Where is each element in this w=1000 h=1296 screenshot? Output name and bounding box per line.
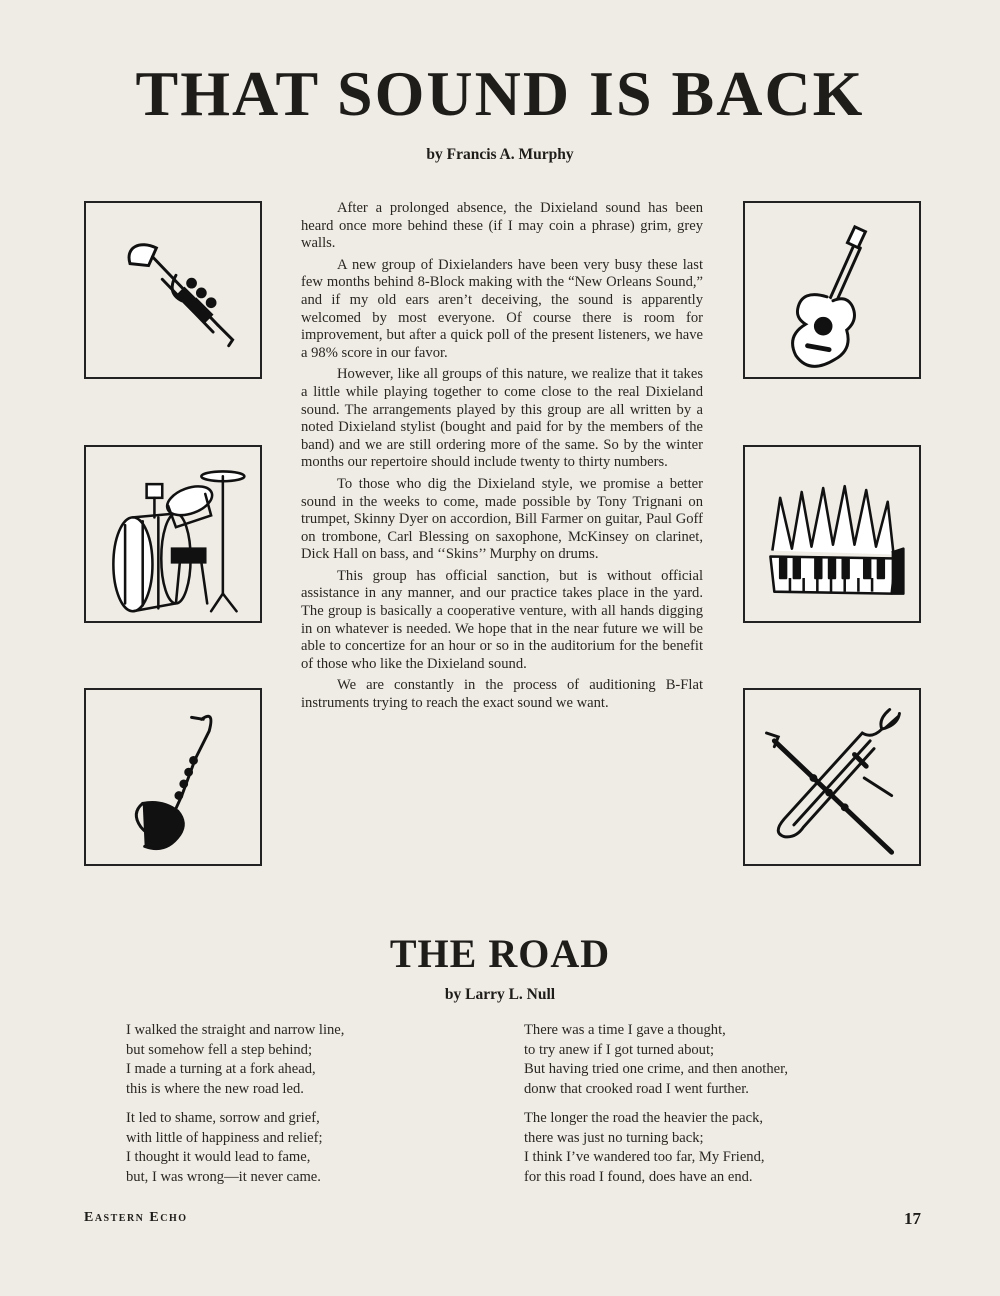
poem-line: I think I’ve wandered too far, My Friend, (524, 1149, 765, 1165)
poem-line: to try anew if I got turned about; (524, 1041, 715, 1058)
article-paragraph: To those who dig the Dixieland style, we promise a better sound in the weeks to come, made possible by Tony Trignani on trumpet, Skinny Dyer on accordion, Bill Farmer on guitar, Paul Goff on trombone, Carl Blessing on saxophone, McKinsey on clarinet, Dick Hall on bass, and ‘‘Skins’’ Murphy on drums. (301, 475, 703, 563)
saxophone-frame (84, 688, 262, 866)
poem-line: there was just no turning back; (524, 1129, 704, 1146)
article-body (301, 200, 703, 717)
poem-line: with little of happiness and relief; (126, 1129, 323, 1146)
accordion-frame (743, 445, 921, 623)
poem-stanza (524, 1021, 788, 1099)
trumpet-frame (84, 201, 262, 379)
poem-stanza (126, 1021, 344, 1099)
saxophone-icon (86, 690, 260, 864)
poem-line: but, I was wrong—it never came. (126, 1168, 321, 1185)
poem-column-left (126, 1021, 344, 1197)
drum-kit-icon (86, 447, 260, 621)
publication-name: Eastern Echo (84, 1210, 188, 1225)
poem-line: donw that crooked road I went further. (524, 1080, 749, 1097)
guitar-icon (745, 203, 919, 377)
guitar-frame (743, 201, 921, 379)
poem-byline: by Larry L. Null (444, 986, 556, 1003)
article-paragraph: This group has official sanction, but is without official assistance in any manner, and our practice takes place in the yard. The group is basically a cooperative venture, with all hands digging in on whatever is needed. We hope that in the near future we will be able to concertize for an hour or so in the auditorium for the benefit of those who like the Dixieland sound. (301, 567, 703, 672)
article-paragraph: After a prolonged absence, the Dixieland sound has been heard once more behind these (if I may coin a phrase) grim, grey walls. (301, 200, 703, 252)
poem-line: this is where the new road led. (126, 1080, 304, 1097)
drum-kit-frame (84, 445, 262, 623)
poem-title: THE ROAD (389, 931, 611, 976)
poem-line: The longer the road the heavier the pack, (524, 1110, 764, 1126)
poem-line: but somehow fell a step behind; (126, 1041, 313, 1058)
article-paragraph: A new group of Dixielanders have been very busy these last few months behind 8-Block making with the “New Orleans Sound,” and if my old ears aren’t deceiving, the sound is apparently welcomed by most everyone. Of course there is room for improvement, but after a quick poll of the present listeners, we have a 98% score in our favor. (301, 256, 703, 361)
poem-line: I thought it would lead to fame, (126, 1149, 311, 1165)
accordion-icon (745, 447, 919, 621)
trumpet-icon (86, 203, 260, 377)
trombone-clarinet-frame (743, 688, 921, 866)
poem-line: But having tried one crime, and then another, (524, 1061, 789, 1077)
poem-line: It led to shame, sorrow and grief, (126, 1110, 320, 1126)
poem-stanza (126, 1109, 344, 1187)
poem-stanza (524, 1109, 788, 1187)
article-paragraph: We are constantly in the process of auditioning B-Flat instruments trying to reach the exact sound we want. (301, 677, 703, 712)
trombone-clarinet-icon (745, 690, 919, 864)
poem-column-right (524, 1021, 788, 1197)
poem-line: I walked the straight and narrow line, (126, 1022, 345, 1038)
article-title: THAT SOUND IS BACK (135, 58, 865, 129)
article-byline: by Francis A. Murphy (426, 146, 574, 163)
article-paragraph: However, like all groups of this nature, we realize that it takes a little while playing together to come close to the real Dixieland sound. The arrangements played by this group are all written by a noted Dixieland stylist (bought and paid for by the members of the band) and we are still ordering more of the same. So by the winter months our repertoire should include twenty to thirty numbers. (301, 366, 703, 471)
poem-line: for this road I found, does have an end. (524, 1168, 753, 1185)
poem-line: There was a time I gave a thought, (524, 1022, 726, 1038)
poem-line: I made a turning at a fork ahead, (126, 1061, 316, 1077)
page-number: 17 (904, 1209, 921, 1228)
